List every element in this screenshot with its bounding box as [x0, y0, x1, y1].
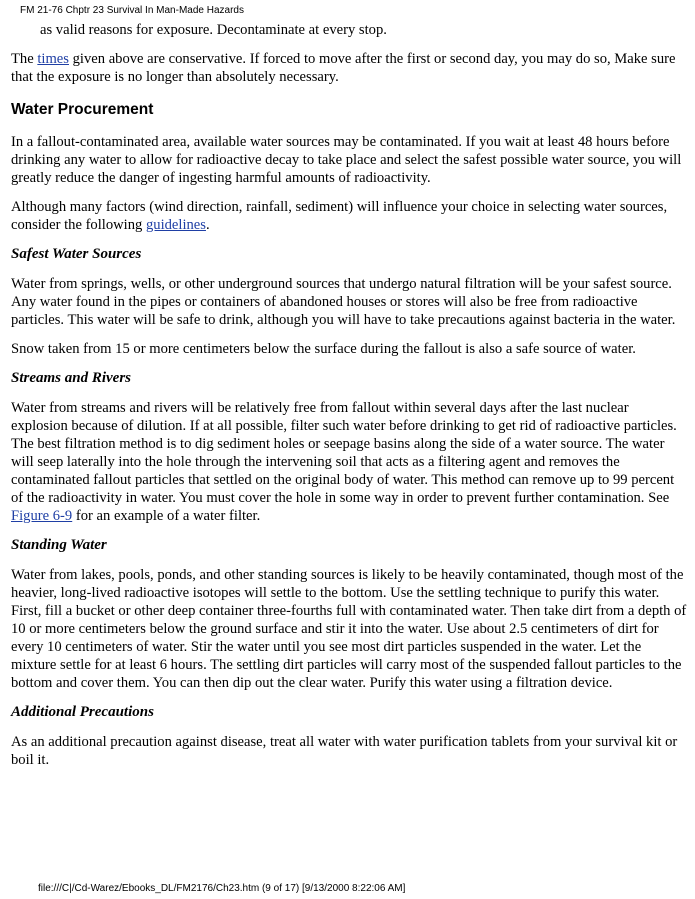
heading-water-procurement: Water Procurement	[11, 101, 154, 118]
paragraph-text: The	[11, 51, 38, 67]
guidelines-link[interactable]: guidelines	[145, 217, 206, 233]
paragraph-additional-precaution: As an additional precaution against disease, treat all water with water purification tablets from your survival kit or boil it.	[11, 734, 678, 768]
heading-safest-water-sources: Safest Water Sources	[11, 246, 142, 262]
paragraph-decontaminate: as valid reasons for exposure. Decontaminate at every stop.	[40, 22, 387, 38]
page-footer: file:///C|/Cd-Warez/Ebooks_DL/FM2176/Ch23.htm (9 of 17) [9/13/2000 8:22:06 AM]	[38, 883, 406, 894]
paragraph-text: .	[205, 217, 210, 233]
paragraph-standing-water: Water from lakes, pools, ponds, and other standing sources is likely to be heavily contaminated, though most of the heavier, long-lived radioactive isotopes will settle to the bottom. Use the settling technique to purify this water. First, fill a bucket or other deep container three-fourths full with contaminated water. Then take dirt from a depth of 10 or more centimeters below the ground surface and stir it into the water. Use about 2.5 centimeters of dirt for every 10 centimeters of water. Stir the water until you see most dirt particles suspended in the water. Let the mixture settle for at least 6 hours. The settling dirt particles will carry most of the suspended fallout particles to the bottom and cover them. You can then dip out the clear water. Purify this water using a filtration device.	[11, 567, 687, 691]
paragraph-text: Water from streams and rivers will be relatively free from fallout within several days after the last nuclear explosion because of dilution. If at all possible, filter such water before drinking to get rid of radioactive particles. The best filtration method is to dig sediment holes or seepage basins along the side of a water source. The water will seep laterally into the hole through the intervening soil that acts as a filtering agent and removes the contaminated fallout particles that settled on the original body of water. This method can remove up to 99 percent of the radioactivity in water. You must cover the hole in some way in order to prevent further contamination. See	[11, 400, 677, 506]
paragraph-snow: Snow taken from 15 or more centimeters below the surface during the fallout is also a safe source of water.	[11, 341, 636, 357]
figure-6-9-link[interactable]: Figure 6-9	[11, 508, 73, 524]
page-header: FM 21-76 Chptr 23 Survival In Man-Made Hazards	[20, 5, 244, 16]
heading-additional-precautions: Additional Precautions	[11, 704, 154, 720]
paragraph-guidelines	[11, 198, 687, 234]
times-link[interactable]: times	[37, 51, 69, 67]
paragraph-streams	[11, 399, 687, 525]
paragraph-text: for an example of a water filter.	[72, 508, 261, 524]
heading-standing-water: Standing Water	[11, 537, 107, 553]
paragraph-times	[11, 50, 687, 86]
paragraph-text: Although many factors (wind direction, rainfall, sediment) will influence your choice in selecting water sources, consider the following	[11, 199, 668, 233]
paragraph-fallout-contaminated: In a fallout-contaminated area, available water sources may be contaminated. If you wait at least 48 hours before drinking any water to allow for radioactive decay to take place and select the safest possible water source, you will greatly reduce the danger of ingesting harmful amounts of radioactivity.	[11, 134, 682, 186]
document-body	[11, 21, 687, 780]
heading-streams-and-rivers: Streams and Rivers	[11, 370, 132, 386]
paragraph-springs-wells: Water from springs, wells, or other underground sources that undergo natural filtration will be your safest source. Any water found in the pipes or containers of abandoned houses or stores will also be free from radioactive particles. This water will be safe to drink, although you will have to take precautions against bacteria in the water.	[11, 276, 676, 328]
paragraph-text: given above are conservative. If forced to move after the first or second day, you may do so, Make sure that the exposure is no longer than absolutely necessary.	[11, 51, 676, 85]
